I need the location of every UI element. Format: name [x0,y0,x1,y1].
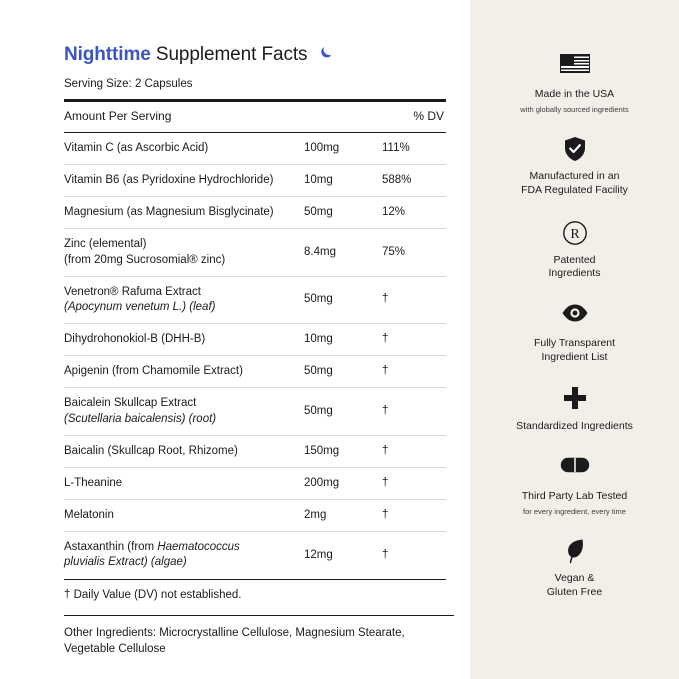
supplement-facts-table [64,99,446,579]
table-row [64,276,446,323]
table-row [64,356,446,388]
row-name [64,388,304,435]
claim-label: Fully Transparent Ingredient List [533,336,616,363]
dv-header: % DV [382,101,446,133]
page-title-rest: Supplement Facts [150,44,308,66]
claim-label: Third Party Lab Tested [521,489,628,502]
page-title-accent: Nighttime [64,44,151,66]
amount-per-serving-header: Amount Per Serving [64,101,304,133]
claim-fda-facility [470,136,679,197]
table-row [64,132,446,164]
claim-sublabel: with globally sourced ingredients [520,104,629,114]
table-row [64,435,446,467]
table-row [64,165,446,197]
row-name: Vitamin C (as Ascorbic Acid) [64,132,304,164]
shield-check-icon [484,136,665,162]
row-amount: 50mg [304,388,382,435]
table-header-row [64,101,446,133]
row-name [64,532,304,579]
row-amount: 150mg [304,435,382,467]
page-title [64,44,446,66]
row-name: Baicalin (Skullcap Root, Rhizome) [64,435,304,467]
row-name-line1: Baicalein Skullcap Extract [64,397,197,410]
row-name: Vitamin B6 (as Pyridoxine Hydrochloride) [64,165,304,197]
row-name-line2: pluvialis Extract) (algae) [64,556,187,569]
serving-size: Serving Size: 2 Capsules [64,78,193,91]
claim-made-in-usa [470,54,679,114]
plus-cross-icon [484,386,665,412]
claim-third-party-tested [470,456,679,516]
row-dv: † [382,532,446,579]
row-amount: 8.4mg [304,229,382,276]
row-dv: † [382,276,446,323]
claims-panel [470,0,679,679]
table-row [64,500,446,532]
row-name-line1: Astaxanthin (from Haematococcus [64,541,240,554]
row-amount: 2mg [304,500,382,532]
row-dv: 111% [382,132,446,164]
row-name-line2: (Apocynum venetum L.) (leaf) [64,300,216,313]
row-amount: 10mg [304,165,382,197]
row-dv: † [382,467,446,499]
row-name-line2: (Scutellaria baicalensis) (root) [64,412,217,425]
footnote: † Daily Value (DV) not established. [64,579,446,615]
usa-flag-icon [484,54,665,80]
claim-vegan-gluten-free [470,538,679,599]
row-amount: 200mg [304,467,382,499]
row-amount: 10mg [304,324,382,356]
row-name-line1: Venetron® Rafuma Extract [64,285,201,298]
row-dv: † [382,435,446,467]
table-row [64,388,446,435]
crescent-moon-icon [319,44,334,66]
table-row [64,532,446,579]
claim-label: Vegan & Gluten Free [546,572,603,598]
row-dv: † [382,388,446,435]
row-dv: † [382,356,446,388]
row-dv: 12% [382,197,446,229]
row-dv: † [382,324,446,356]
row-dv: 588% [382,165,446,197]
row-name [64,229,304,276]
leaf-icon [484,538,665,564]
claim-label: Patented Ingredients [548,253,601,280]
row-amount: 100mg [304,132,382,164]
claim-sublabel: for every ingredient, every time [523,506,626,516]
claim-standardized-ingredients [470,386,679,434]
claim-transparent-list [470,303,679,364]
claim-label: Made in the USA [534,88,615,100]
row-dv: † [382,500,446,532]
eye-icon [484,303,665,329]
row-name-line2: (from 20mg Sucrosomial® zinc) [64,253,226,266]
svg-text:R: R [569,226,580,242]
row-dv: 75% [382,229,446,276]
row-amount: 12mg [304,532,382,579]
row-amount: 50mg [304,356,382,388]
row-amount: 50mg [304,197,382,229]
registered-trademark-icon [484,220,665,246]
other-ingredients: Other Ingredients: Microcrystalline Cellulose, Magnesium Stearate, Vegetable Cellulose [64,615,454,658]
row-name: Dihydrohonokiol-B (DHH-B) [64,324,304,356]
claim-label: Manufactured in an FDA Regulated Facility [521,170,628,197]
claim-patented-ingredients [470,220,679,281]
row-name: Melatonin [64,500,304,532]
table-row [64,197,446,229]
table-row [64,324,446,356]
row-name [64,276,304,323]
table-row [64,229,446,276]
row-name: Magnesium (as Magnesium Bisglycinate) [64,197,304,229]
claim-label: Standardized Ingredients [516,420,633,433]
capsule-pill-icon [484,456,665,482]
amount-col-spacer [304,101,382,133]
row-name: L-Theanine [64,467,304,499]
row-name-line1: Zinc (elemental) [64,238,147,251]
row-amount: 50mg [304,276,382,323]
table-row [64,467,446,499]
row-name: Apigenin (from Chamomile Extract) [64,356,304,388]
